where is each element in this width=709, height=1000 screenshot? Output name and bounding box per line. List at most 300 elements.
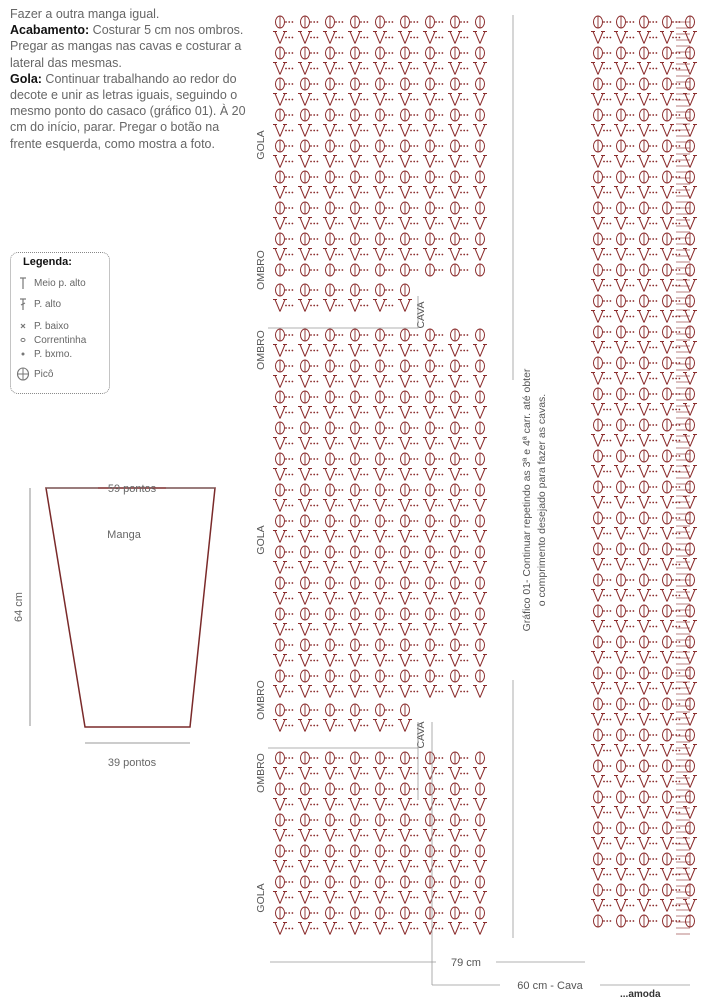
chain-dot [285, 788, 287, 790]
picot-stitch [451, 109, 460, 121]
chain-dot [363, 68, 365, 70]
chain-dot [649, 300, 651, 302]
fan-stitch [683, 32, 697, 44]
chain-dot [435, 551, 437, 553]
chain-dot [288, 381, 290, 383]
chain-dot [467, 68, 469, 70]
chain-dot [392, 83, 394, 85]
chain-dot [335, 130, 337, 132]
chain-dot [317, 881, 319, 883]
chain-dot [310, 37, 312, 39]
chain-dot [610, 812, 612, 814]
picot-stitch [476, 876, 485, 888]
fan-stitch [473, 469, 487, 481]
chain-dot [385, 660, 387, 662]
chain-dot [363, 381, 365, 383]
chain-dot [338, 757, 340, 759]
fan-stitch [637, 652, 651, 664]
chain-dot [652, 393, 654, 395]
chain-dot [603, 254, 605, 256]
chain-dot [606, 858, 608, 860]
chain-dot [288, 520, 290, 522]
fan-stitch [660, 404, 674, 416]
chain-dot [417, 489, 419, 491]
chain-dot [679, 269, 681, 271]
chain-dot [438, 130, 440, 132]
fan-stitch [348, 345, 362, 357]
chain-dot [679, 827, 681, 829]
fan-stitch [423, 531, 437, 543]
chain-dot [392, 691, 394, 693]
chain-dot [672, 68, 674, 70]
chain-dot [413, 474, 415, 476]
chain-dot [360, 223, 362, 225]
chain-dot [467, 788, 469, 790]
chain-dot [633, 564, 635, 566]
chain-dot [656, 409, 658, 411]
picot-stitch [451, 546, 460, 558]
chain-dot [335, 99, 337, 101]
chain-dot [388, 145, 390, 147]
chain-dot [679, 719, 681, 721]
picot-stitch [663, 388, 672, 400]
chain-dot [442, 788, 444, 790]
chain-dot [335, 928, 337, 930]
fan-stitch [591, 683, 605, 695]
fan-stitch [614, 94, 628, 106]
chain-dot [606, 393, 608, 395]
chain-dot [610, 269, 612, 271]
chain-dot [675, 827, 677, 829]
picot-stitch [617, 47, 626, 59]
chain-dot [285, 850, 287, 852]
chain-dot [435, 835, 437, 837]
chain-dot [610, 409, 612, 411]
picot-stitch [401, 577, 410, 589]
chain-dot [313, 725, 315, 727]
chain-dot [385, 897, 387, 899]
chain-dot [342, 757, 344, 759]
chain-dot [385, 52, 387, 54]
chain-dot [342, 709, 344, 711]
chart-note [521, 368, 548, 631]
chain-dot [649, 471, 651, 473]
picot-stitch [376, 814, 385, 826]
fan-stitch [298, 469, 312, 481]
chain-dot [310, 725, 312, 727]
chain-dot [288, 912, 290, 914]
chain-dot [603, 719, 605, 721]
chain-dot [317, 613, 319, 615]
fan-stitch [298, 686, 312, 698]
chain-dot [629, 347, 631, 349]
chain-dot [633, 843, 635, 845]
chain-dot [363, 691, 365, 693]
chain-dot [435, 427, 437, 429]
picot-stitch [426, 391, 435, 403]
chain-dot [292, 114, 294, 116]
chain-dot [629, 145, 631, 147]
fan-stitch [323, 376, 337, 388]
chain-dot [649, 145, 651, 147]
chain-dot [292, 912, 294, 914]
chain-dot [310, 866, 312, 868]
chain-dot [610, 331, 612, 333]
picot-stitch [326, 907, 335, 919]
fan-stitch [473, 500, 487, 512]
chain-dot [292, 660, 294, 662]
chain-dot [679, 440, 681, 442]
picot-stitch [351, 484, 360, 496]
chain-dot [385, 334, 387, 336]
chain-dot [606, 796, 608, 798]
chain-dot [367, 788, 369, 790]
chain-dot [435, 881, 437, 883]
chain-dot [310, 52, 312, 54]
chain-dot [292, 350, 294, 352]
picot-stitch [617, 16, 626, 28]
chain-dot [626, 362, 628, 364]
chain-dot [606, 533, 608, 535]
chain-dot [385, 505, 387, 507]
chain-dot [360, 161, 362, 163]
fan-stitch [423, 923, 437, 935]
fan-stitch [637, 466, 651, 478]
chain-dot [656, 657, 658, 659]
chain-dot [410, 582, 412, 584]
chain-dot [367, 83, 369, 85]
picot-stitch [401, 704, 410, 716]
chain-dot [463, 427, 465, 429]
chain-dot [679, 347, 681, 349]
fan-stitch [683, 869, 697, 881]
chain-dot [606, 455, 608, 457]
chain-dot [335, 691, 337, 693]
fan-stitch [660, 714, 674, 726]
chain-dot [313, 928, 315, 930]
chain-dot [417, 269, 419, 271]
chain-dot [626, 99, 628, 101]
chain-dot [392, 644, 394, 646]
chain-dot [292, 145, 294, 147]
chain-dot [610, 52, 612, 54]
picot-stitch [594, 78, 603, 90]
fan-stitch [660, 466, 674, 478]
chain-dot [629, 564, 631, 566]
chain-dot [633, 455, 635, 457]
chain-dot [385, 582, 387, 584]
chain-dot [317, 130, 319, 132]
picot-stitch [426, 78, 435, 90]
chain-dot [313, 691, 315, 693]
chain-dot [385, 176, 387, 178]
chain-dot [385, 804, 387, 806]
collar-label: Gola: [10, 71, 42, 86]
picot-stitch [476, 171, 485, 183]
chain-dot [649, 114, 651, 116]
chain-dot [363, 489, 365, 491]
chain-dot [417, 99, 419, 101]
picot-stitch [663, 140, 672, 152]
chain-dot [606, 672, 608, 674]
chain-dot [652, 812, 654, 814]
picot-stitch [617, 295, 626, 307]
chain-dot [410, 443, 412, 445]
chain-dot [656, 502, 658, 504]
chain-dot [438, 489, 440, 491]
chain-dot [626, 393, 628, 395]
label-ombro-1: OMBRO [255, 250, 267, 290]
chain-dot [626, 905, 628, 907]
chain-dot [417, 613, 419, 615]
picot-stitch [476, 845, 485, 857]
chain-dot [649, 502, 651, 504]
dim-79-label: 79 cm [451, 957, 481, 969]
chain-dot [360, 427, 362, 429]
chain-dot [285, 412, 287, 414]
chain-dot [313, 866, 315, 868]
chain-dot [417, 582, 419, 584]
fan-stitch [448, 830, 462, 842]
chain-dot [652, 52, 654, 54]
chain-dot [388, 289, 390, 291]
chain-dot [463, 660, 465, 662]
chain-dot [317, 114, 319, 116]
picot-stitch [401, 16, 410, 28]
picot-stitch [451, 783, 460, 795]
chain-dot [679, 564, 681, 566]
chain-dot [442, 613, 444, 615]
fan-stitch [473, 376, 487, 388]
chain-dot [392, 881, 394, 883]
fan-stitch [373, 686, 387, 698]
chain-dot [467, 536, 469, 538]
chain-dot [679, 145, 681, 147]
chain-dot [610, 517, 612, 519]
chain-dot [413, 412, 415, 414]
chain-dot [460, 819, 462, 821]
chain-dot [413, 505, 415, 507]
chain-dot [338, 598, 340, 600]
fan-stitch [298, 300, 312, 312]
chain-dot [442, 819, 444, 821]
chain-dot [410, 334, 412, 336]
chain-dot [463, 675, 465, 677]
chain-dot [385, 474, 387, 476]
fan-stitch [423, 376, 437, 388]
picot-stitch [594, 233, 603, 245]
chain-dot [285, 804, 287, 806]
picot-stitch [663, 481, 672, 493]
picot-stitch [686, 729, 695, 741]
chain-dot [413, 83, 415, 85]
fan-stitch [373, 218, 387, 230]
chain-dot [629, 68, 631, 70]
chain-dot [633, 533, 635, 535]
fan-stitch [373, 156, 387, 168]
chain-dot [467, 881, 469, 883]
chain-dot [310, 68, 312, 70]
chain-dot [626, 765, 628, 767]
chain-dot [385, 489, 387, 491]
chain-dot [363, 474, 365, 476]
chain-dot [442, 396, 444, 398]
chain-dot [626, 409, 628, 411]
chain-dot [410, 536, 412, 538]
chain-dot [410, 130, 412, 132]
chain-dot [367, 709, 369, 711]
fan-stitch [614, 683, 628, 695]
chain-dot [610, 719, 612, 721]
chain-dot [317, 709, 319, 711]
picot-stitch [617, 512, 626, 524]
chain-dot [292, 176, 294, 178]
chain-dot [392, 176, 394, 178]
chain-dot [313, 551, 315, 553]
chain-dot [467, 629, 469, 631]
chain-dot [388, 334, 390, 336]
chain-dot [656, 610, 658, 612]
chain-dot [285, 443, 287, 445]
chain-dot [388, 928, 390, 930]
picot-stitch [401, 608, 410, 620]
chain-dot [460, 582, 462, 584]
chain-dot [460, 660, 462, 662]
chain-dot [652, 843, 654, 845]
chain-dot [442, 675, 444, 677]
chain-dot [626, 223, 628, 225]
chain-dot [679, 331, 681, 333]
chain-dot [342, 675, 344, 677]
chain-dot [467, 819, 469, 821]
chain-dot [388, 161, 390, 163]
chain-dot [413, 238, 415, 240]
chain-dot [360, 835, 362, 837]
chain-dot [385, 365, 387, 367]
chain-dot [342, 443, 344, 445]
chain-dot [626, 874, 628, 876]
chain-dot [603, 37, 605, 39]
fan-stitch [298, 531, 312, 543]
chain-dot [460, 629, 462, 631]
chain-dot [342, 176, 344, 178]
chain-dot [629, 440, 631, 442]
chain-dot [388, 582, 390, 584]
picot-stitch [476, 78, 485, 90]
chain-dot [442, 804, 444, 806]
chain-dot [656, 68, 658, 70]
chain-dot [388, 83, 390, 85]
fan-stitch [660, 900, 674, 912]
fan-stitch [473, 407, 487, 419]
chain-dot [435, 412, 437, 414]
fan-stitch [398, 438, 412, 450]
chain-dot [679, 703, 681, 705]
chain-dot [317, 474, 319, 476]
chain-dot [435, 629, 437, 631]
chain-dot [338, 819, 340, 821]
chain-dot [652, 688, 654, 690]
chain-dot [656, 564, 658, 566]
chain-dot [388, 675, 390, 677]
chain-dot [410, 21, 412, 23]
chain-dot [675, 703, 677, 705]
chain-dot [672, 843, 674, 845]
chain-dot [603, 765, 605, 767]
chain-dot [288, 644, 290, 646]
picot-stitch [476, 752, 485, 764]
chain-dot [467, 474, 469, 476]
label-gola-top: GOLA [255, 130, 267, 160]
chain-dot [460, 835, 462, 837]
chain-dot [288, 897, 290, 899]
fan-stitch [398, 249, 412, 261]
chain-dot [656, 672, 658, 674]
chain-dot [360, 520, 362, 522]
picot-stitch [326, 16, 335, 28]
picot-stitch [426, 484, 435, 496]
chain-dot [675, 238, 677, 240]
chain-dot [360, 99, 362, 101]
chain-dot [652, 564, 654, 566]
chain-dot [385, 130, 387, 132]
fan-stitch [348, 187, 362, 199]
chain-dot [292, 866, 294, 868]
chain-dot [460, 68, 462, 70]
chain-dot [392, 458, 394, 460]
chain-dot [342, 223, 344, 225]
chain-dot [388, 207, 390, 209]
chain-dot [656, 750, 658, 752]
chain-dot [288, 835, 290, 837]
fan-stitch [473, 562, 487, 574]
chain-dot [626, 533, 628, 535]
label-gola-bottom: GOLA [255, 883, 267, 913]
picot-stitch [301, 783, 310, 795]
chain-dot [629, 254, 631, 256]
chain-dot [442, 145, 444, 147]
fan-stitch [591, 218, 605, 230]
picot-stitch [276, 577, 285, 589]
fan-stitch [348, 500, 362, 512]
chain-dot [413, 613, 415, 615]
chain-dot [649, 548, 651, 550]
chain-dot [288, 52, 290, 54]
chain-dot [410, 176, 412, 178]
chain-dot [388, 130, 390, 132]
chain-dot [629, 83, 631, 85]
chain-dot [317, 254, 319, 256]
fan-stitch [348, 125, 362, 137]
chain-dot [335, 365, 337, 367]
fan-stitch [637, 776, 651, 788]
fan-stitch [298, 156, 312, 168]
chain-dot [656, 37, 658, 39]
chain-dot [317, 489, 319, 491]
chain-dot [363, 804, 365, 806]
picot-stitch [426, 876, 435, 888]
chain-dot [649, 393, 651, 395]
chain-dot [467, 381, 469, 383]
chain-dot [317, 443, 319, 445]
chain-dot [629, 626, 631, 628]
chain-dot [410, 223, 412, 225]
chain-dot [460, 850, 462, 852]
chain-dot [392, 613, 394, 615]
picot-stitch [476, 907, 485, 919]
fan-stitch [448, 892, 462, 904]
chain-dot [335, 458, 337, 460]
